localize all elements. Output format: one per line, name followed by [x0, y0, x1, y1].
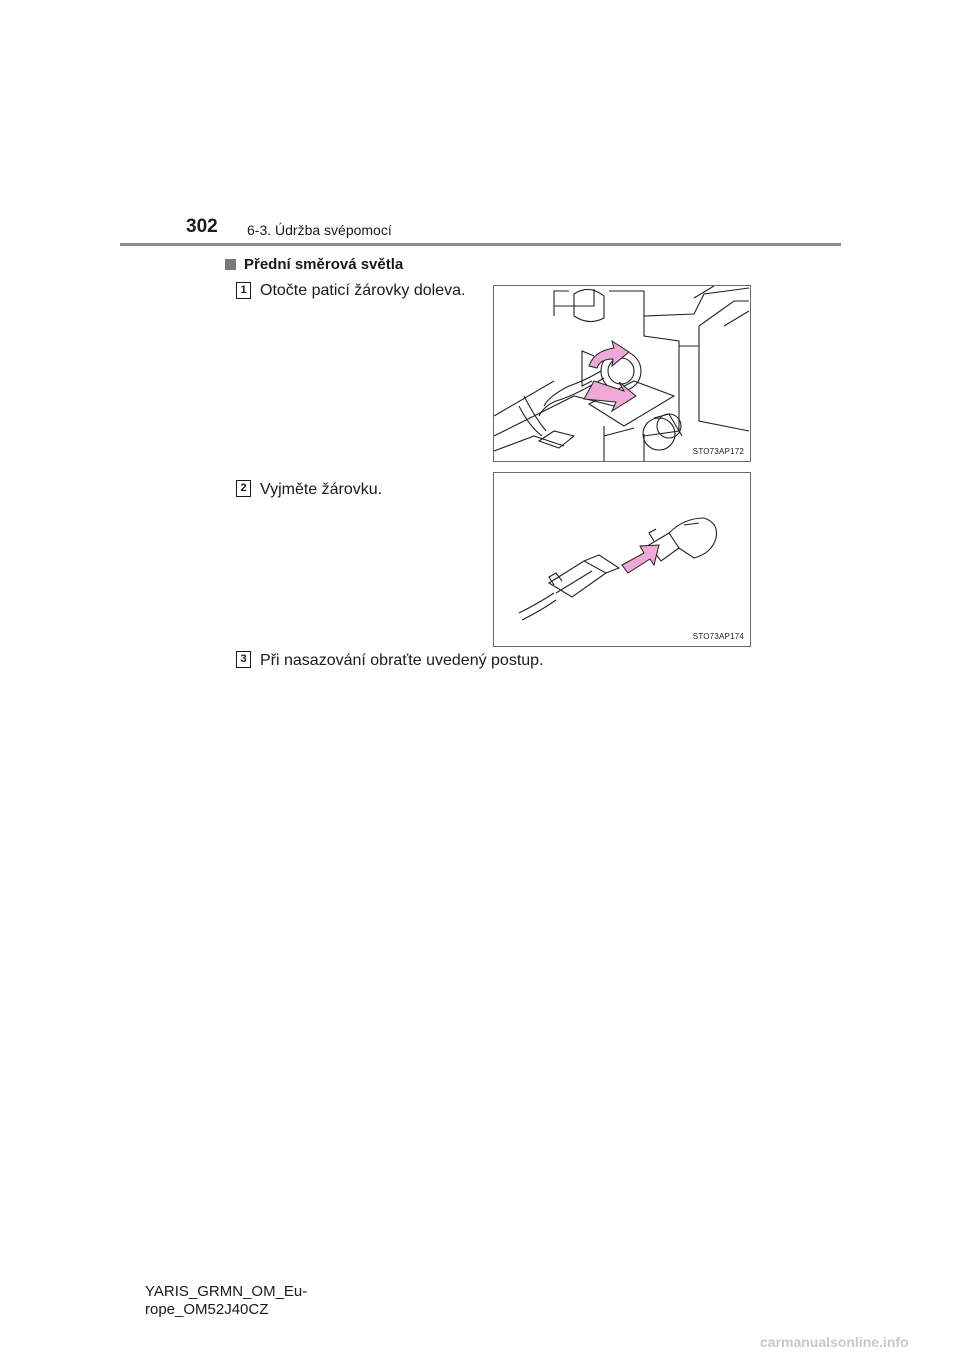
- bulb-socket-rotate-illustration: [494, 286, 750, 461]
- footer-line-1: YARIS_GRMN_OM_Eu-: [145, 1283, 308, 1300]
- document-footer: [145, 1283, 307, 1319]
- section-title: 6-3. Údržba svépomocí: [247, 222, 392, 238]
- step-text-3: Při nasazování obraťte uvedený postup.: [260, 652, 544, 669]
- bulb-remove-illustration: [494, 473, 750, 646]
- step-badge-2: 2: [236, 480, 251, 497]
- figure-bulb-remove: [493, 472, 751, 647]
- figure-bulb-socket-rotate: [493, 285, 751, 462]
- subsection-heading-text: Přední směrová světla: [244, 256, 404, 273]
- footer-line-2: rope_OM52J40CZ: [145, 1301, 269, 1318]
- subsection-heading: [225, 256, 403, 273]
- figure-code-1: STO73AP172: [692, 447, 744, 456]
- step-badge-1: 1: [236, 282, 251, 299]
- step-text-1: Otočte paticí žárovky doleva.: [260, 282, 466, 299]
- header-divider: [120, 243, 841, 246]
- page-number: 302: [186, 216, 218, 237]
- step-badge-3: 3: [236, 651, 251, 668]
- figure-code-2: STO73AP174: [692, 632, 744, 641]
- watermark: carmanualsonline.info: [760, 1334, 909, 1350]
- square-bullet-icon: [225, 259, 236, 270]
- step-text-2: Vyjměte žárovku.: [260, 481, 383, 498]
